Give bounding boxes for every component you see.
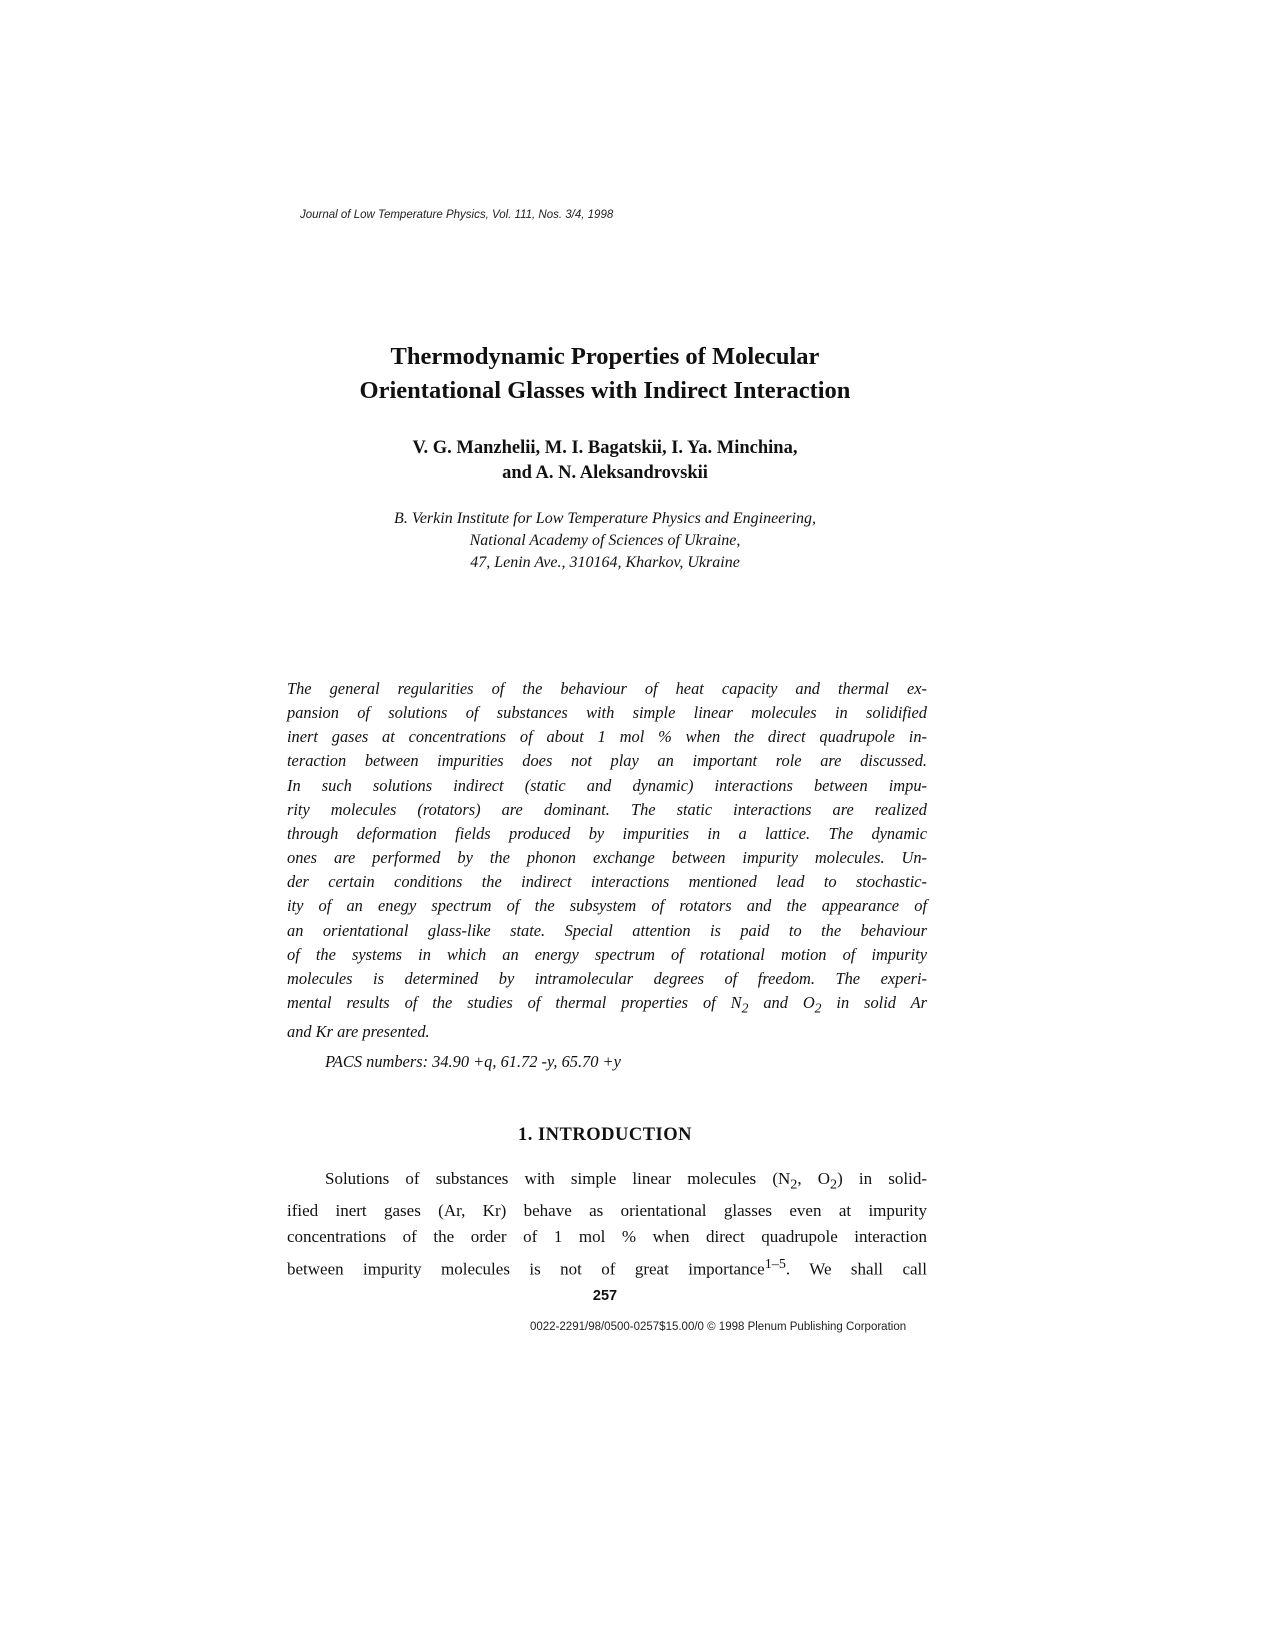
authors-line-1: V. G. Manzhelii, M. I. Bagatskii, I. Ya. Minchina,: [412, 438, 798, 458]
abstract-text: and O: [748, 993, 815, 1013]
abstract-line: ity of an enegy spectrum of the subsystem of rotators and the appearance of: [287, 896, 927, 916]
intro-line: ified inert gases (Ar, Kr) behave as orientational glasses even at impurity: [287, 1200, 927, 1220]
author-list: [250, 436, 960, 486]
affiliation-line-2: National Academy of Sciences of Ukraine,: [469, 532, 741, 549]
intro-line: [287, 1251, 927, 1283]
pacs-numbers: PACS numbers: 34.90 +q, 61.72 -y, 65.70 +y: [325, 1052, 621, 1071]
abstract-text: in solid Ar: [821, 993, 928, 1013]
title-line-2: Orientational Glasses with Indirect Interaction: [359, 377, 851, 404]
intro-text: Solutions of substances with simple linear molecules (N: [325, 1169, 791, 1188]
abstract-line: pansion of solutions of substances with simple linear molecules in solidified: [287, 703, 927, 723]
abstract-line: In such solutions indirect (static and dynamic) interactions between impu-: [287, 775, 927, 795]
abstract-line: of the systems in which an energy spectrum of rotational motion of impurity: [287, 944, 927, 964]
subscript: 2: [830, 1176, 838, 1193]
journal-citation: Journal of Low Temperature Physics, Vol. 111, Nos. 3/4, 1998: [300, 209, 614, 221]
subscript: 2: [790, 1176, 798, 1193]
intro-paragraph: [287, 1166, 927, 1283]
abstract-line: through deformation fields produced by impurities in a lattice. The dynamic: [287, 823, 927, 843]
abstract-line: and Kr are presented.: [287, 1022, 430, 1042]
affiliation-line-1: B. Verkin Institute for Low Temperature Physics and Engineering,: [394, 510, 816, 527]
authors-line-2: and A. N. Aleksandrovskii: [502, 463, 708, 483]
abstract-line: The general regularities of the behaviour of heat capacity and thermal ex-: [287, 679, 927, 698]
subscript: 2: [741, 1000, 749, 1016]
abstract-line: inert gases at concentrations of about 1 mol % when the direct quadrupole in-: [287, 727, 927, 747]
intro-line: [287, 1166, 927, 1198]
abstract-line: teraction between impurities does not play an important role are discussed.: [287, 751, 927, 771]
abstract-line-formula: [287, 991, 927, 1020]
abstract-line: rity molecules (rotators) are dominant. The static interactions are realized: [287, 799, 927, 819]
section-heading: 1. INTRODUCTION: [517, 1125, 693, 1145]
abstract-line: ones are performed by the phonon exchange between impurity molecules. Un-: [287, 848, 927, 868]
intro-text: . We shall call: [785, 1259, 927, 1279]
intro-line: concentrations of the order of 1 mol % when direct quadrupole interaction: [287, 1227, 927, 1247]
abstract-line: molecules is determined by intramolecular degrees of freedom. The experi-: [287, 968, 927, 988]
affiliation: [250, 508, 960, 574]
abstract: [287, 677, 927, 1045]
intro-text: , O: [797, 1169, 831, 1188]
title-line-1: Thermodynamic Properties of Molecular: [390, 343, 820, 370]
intro-text: between impurity molecules is not of great importance: [287, 1259, 765, 1279]
page-number: 257: [592, 1288, 618, 1304]
abstract-line: an orientational glass-like state. Special attention is paid to the behaviour: [287, 920, 927, 940]
paper-title: [250, 340, 960, 408]
subscript: 2: [814, 1000, 822, 1016]
abstract-text: mental results of the studies of thermal properties of N: [287, 993, 742, 1013]
citation-superscript: 1–5: [764, 1255, 786, 1272]
copyright-line: 0022-2291/98/0500-0257$15.00/0 © 1998 Plenum Publishing Corporation: [530, 1321, 907, 1333]
affiliation-line-3: 47, Lenin Ave., 310164, Kharkov, Ukraine: [470, 554, 740, 571]
intro-text: ) in solid-: [837, 1169, 928, 1188]
abstract-line: der certain conditions the indirect interactions mentioned lead to stochastic-: [287, 872, 927, 892]
